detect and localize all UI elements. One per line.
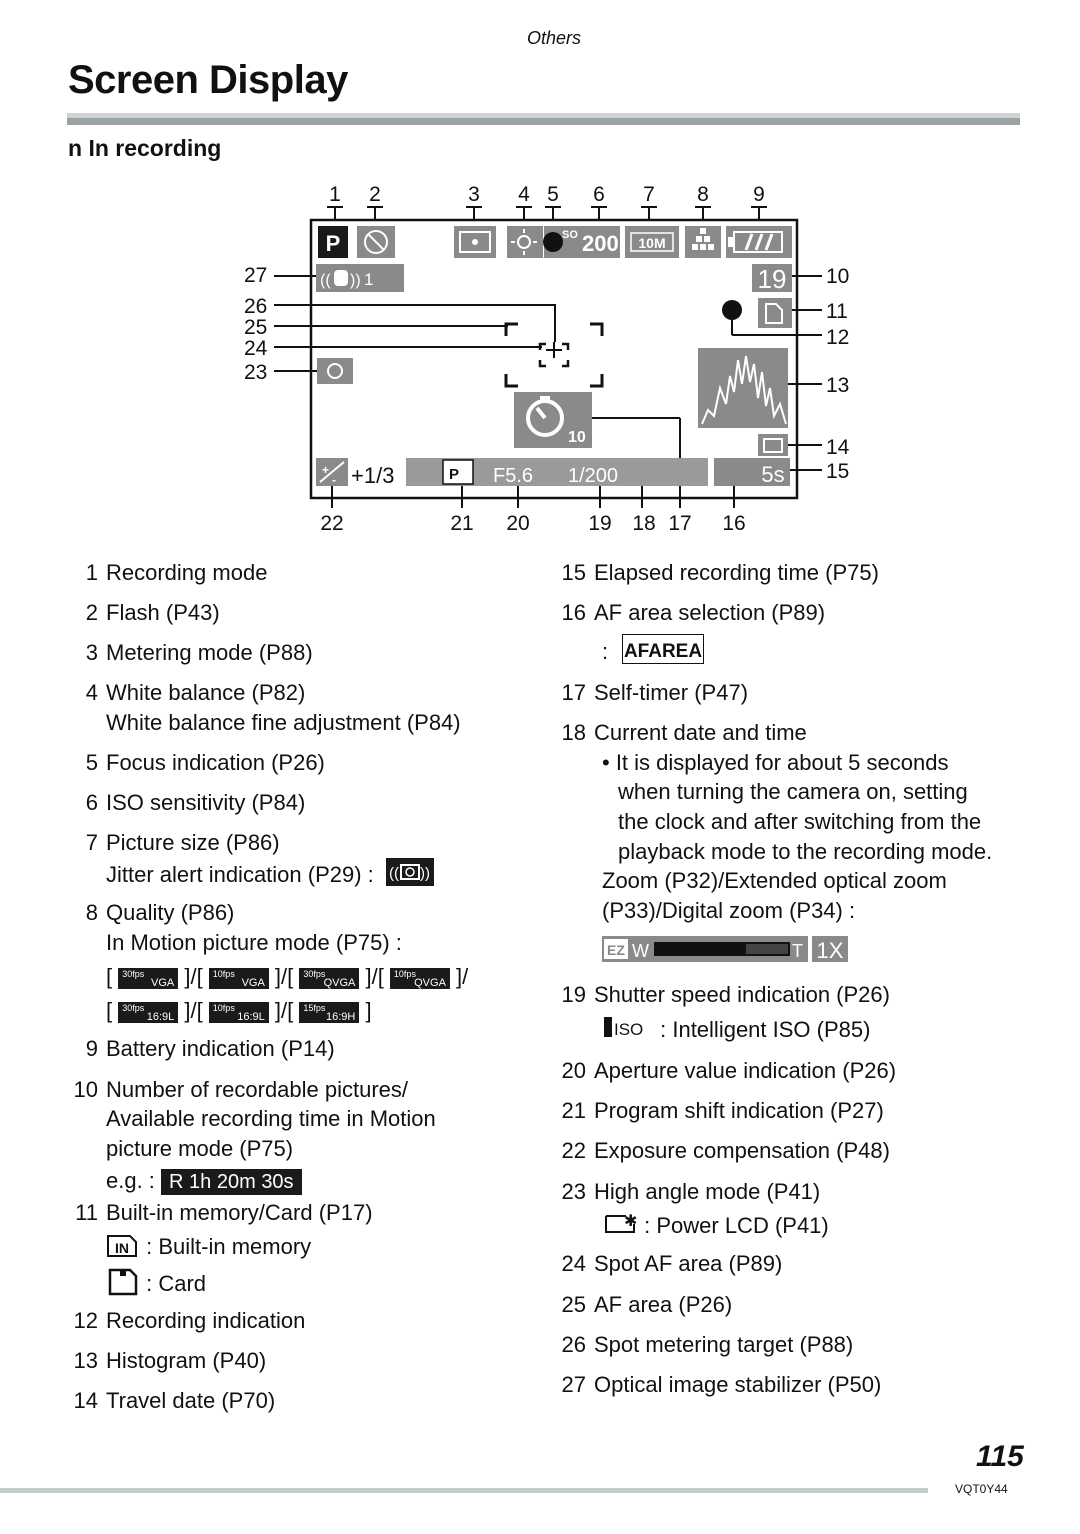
svg-text:((: (( bbox=[388, 865, 399, 882]
focus-indicator bbox=[543, 232, 563, 252]
list-item-sub: In Motion picture mode (P75) : bbox=[106, 930, 402, 955]
callout-13: 13 bbox=[826, 374, 850, 397]
exposure-comp-value: +1/3 bbox=[351, 463, 395, 488]
list-item: 13 Histogram (P40) bbox=[73, 1348, 267, 1373]
motion-quality-row-2: [ 30fps 16:9L ]/[ 10fps 16:9L ]/[ 15fps 16:9H ] bbox=[106, 998, 372, 1023]
list-item-sub: White balance fine adjustment (P84) bbox=[106, 710, 461, 735]
example-line: e.g. : R 1h 20m 30s bbox=[106, 1166, 302, 1196]
footer-rule bbox=[0, 1488, 928, 1493]
power-lcd-icon bbox=[602, 1210, 638, 1244]
callout-12: 12 bbox=[826, 326, 850, 349]
list-item: 22 Exposure compensation (P48) bbox=[561, 1138, 890, 1163]
callout-3: 3 bbox=[468, 183, 480, 206]
svg-text:-: - bbox=[332, 473, 336, 487]
motion-quality-row-1: [ 30fps VGA ]/[ 10fps VGA ]/[ 30fps QVGA ]/[ 10fps QVGA ]/ bbox=[106, 964, 469, 989]
svg-text:)): )) bbox=[350, 272, 361, 289]
svg-text:)): )) bbox=[419, 865, 430, 882]
callout-2: 2 bbox=[369, 183, 381, 206]
quality-chip: 10fps QVGA bbox=[390, 968, 450, 989]
note-line: when turning the camera on, setting bbox=[618, 779, 968, 804]
callout-8: 8 bbox=[697, 183, 709, 206]
list-item: 3 Metering mode (P88) bbox=[85, 640, 313, 665]
af-area-line: : AFAREA bbox=[602, 634, 704, 672]
shutter-value: 1/200 bbox=[568, 465, 619, 487]
callout-21: 21 bbox=[450, 512, 474, 535]
callout-10: 10 bbox=[826, 265, 850, 288]
page-title: Screen Display bbox=[68, 58, 348, 102]
section-tag: Others bbox=[526, 28, 582, 48]
svg-text:T: T bbox=[792, 941, 803, 961]
af-area-icon bbox=[622, 634, 704, 672]
callout-7: 7 bbox=[643, 183, 655, 206]
callout-4: 4 bbox=[518, 183, 530, 206]
note-line: Zoom (P32)/Extended optical zoom bbox=[602, 868, 947, 893]
list-item: 10 Number of recordable pictures/ bbox=[73, 1077, 409, 1102]
list-item-sub: picture mode (P75) bbox=[106, 1136, 294, 1161]
list-item: 23 High angle mode (P41) bbox=[561, 1179, 821, 1204]
svg-text:✱: ✱ bbox=[624, 1213, 638, 1230]
screen-diagram bbox=[240, 178, 860, 538]
callout-23: 23 bbox=[244, 361, 268, 384]
callout-1: 1 bbox=[329, 183, 341, 206]
svg-text:W: W bbox=[632, 941, 649, 961]
list-item: 18 Current date and time bbox=[561, 720, 807, 745]
quality-chip: 30fps 16:9L bbox=[118, 1002, 178, 1023]
svg-text:+: + bbox=[322, 463, 330, 477]
list-item: 15 Elapsed recording time (P75) bbox=[561, 560, 879, 585]
list-item: 7 Picture size (P86) bbox=[85, 830, 280, 855]
list-item: 8 Quality (P86) bbox=[85, 900, 235, 925]
note-line: (P33)/Digital zoom (P34) : bbox=[602, 898, 856, 923]
callout-20: 20 bbox=[506, 512, 530, 535]
zoom-bar bbox=[602, 934, 850, 974]
aperture-value: F5.6 bbox=[493, 465, 534, 487]
svg-text:AFAREA: AFAREA bbox=[624, 641, 703, 662]
svg-text:((: (( bbox=[320, 272, 331, 289]
callout-14: 14 bbox=[826, 436, 850, 459]
svg-text:ISO: ISO bbox=[614, 1020, 644, 1039]
svg-text:IN: IN bbox=[115, 1240, 129, 1256]
callout-22: 22 bbox=[320, 512, 344, 535]
picture-size-label: 10M bbox=[638, 235, 666, 251]
quality-chip: 10fps VGA bbox=[209, 968, 269, 989]
list-item: 6 ISO sensitivity (P84) bbox=[85, 790, 306, 815]
note-line: • It is displayed for about 5 seconds bbox=[602, 750, 949, 775]
mode-label: P bbox=[325, 231, 341, 256]
list-item: 14 Travel date (P70) bbox=[73, 1388, 276, 1413]
callout-19: 19 bbox=[588, 512, 612, 535]
list-item: 9 Battery indication (P14) bbox=[85, 1036, 335, 1061]
elapsed-value: 5s bbox=[761, 462, 785, 487]
callout-11: 11 bbox=[826, 300, 848, 323]
callout-18: 18 bbox=[632, 512, 656, 535]
list-item: 24 Spot AF area (P89) bbox=[561, 1251, 783, 1276]
top-callouts bbox=[329, 183, 765, 206]
svg-text:P: P bbox=[449, 466, 460, 483]
list-item: 12 Recording indication bbox=[73, 1308, 306, 1333]
callout-25: 25 bbox=[244, 316, 268, 339]
quality-chip: 30fps VGA bbox=[118, 968, 178, 989]
list-item: 25 AF area (P26) bbox=[561, 1292, 733, 1317]
callout-27: 27 bbox=[244, 264, 268, 287]
title-rule bbox=[67, 113, 1020, 125]
list-item: 1 Recording mode bbox=[85, 560, 268, 585]
list-item: 2 Flash (P43) bbox=[85, 600, 220, 625]
list-item: 26 Spot metering target (P88) bbox=[561, 1332, 854, 1357]
high-angle-icon bbox=[317, 358, 353, 384]
recording-dot bbox=[722, 300, 742, 320]
list-item: 16 AF area selection (P89) bbox=[561, 600, 826, 625]
list-item-sub: Available recording time in Motion bbox=[106, 1106, 436, 1131]
callout-17: 17 bbox=[668, 512, 692, 535]
list-item: 27 Optical image stabilizer (P50) bbox=[561, 1372, 882, 1397]
remaining-count: 19 bbox=[757, 264, 787, 294]
callout-6: 6 bbox=[593, 183, 605, 206]
power-lcd-line: ✱ : Power LCD (P41) bbox=[602, 1210, 829, 1244]
document-code: VQT0Y44 bbox=[955, 1482, 1008, 1496]
note-line: the clock and after switching from the bbox=[618, 809, 982, 834]
list-item: 5 Focus indication (P26) bbox=[85, 750, 325, 775]
quality-chip: 10fps 16:9L bbox=[209, 1002, 269, 1023]
self-timer-value: 10 bbox=[568, 429, 586, 446]
card-icon bbox=[106, 1266, 140, 1304]
callout-24: 24 bbox=[244, 337, 268, 360]
callout-5: 5 bbox=[547, 183, 559, 206]
example-value: R 1h 20m 30s bbox=[161, 1169, 302, 1195]
callout-9: 9 bbox=[753, 183, 765, 206]
subheading: n In recording bbox=[68, 135, 222, 161]
card-line: : Card bbox=[106, 1266, 206, 1304]
callout-26: 26 bbox=[244, 295, 268, 318]
svg-text:1X: 1X bbox=[816, 938, 844, 963]
note-line: playback mode to the recording mode. bbox=[618, 839, 993, 864]
list-item-sub: Jitter alert indication (P29) : (( )) bbox=[106, 858, 434, 894]
list-item: 11 Built-in memory/Card (P17) bbox=[75, 1200, 373, 1225]
iso-value: 200 bbox=[582, 231, 619, 256]
builtin-memory-line: IN : Built-in memory bbox=[106, 1230, 311, 1266]
callout-16: 16 bbox=[722, 512, 746, 535]
list-item: 20 Aperture value indication (P26) bbox=[561, 1058, 897, 1083]
builtin-memory-icon bbox=[106, 1230, 140, 1266]
intelligent-iso-icon bbox=[602, 1014, 654, 1048]
list-item: 21 Program shift indication (P27) bbox=[561, 1098, 884, 1123]
list-item: 4 White balance (P82) bbox=[85, 680, 306, 705]
intelligent-iso-line: ISO : Intelligent ISO (P85) bbox=[602, 1014, 870, 1048]
svg-text:SO: SO bbox=[562, 229, 578, 241]
quality-chip: 30fps QVGA bbox=[299, 968, 359, 989]
callout-15: 15 bbox=[826, 460, 850, 483]
list-item: 17 Self-timer (P47) bbox=[561, 680, 749, 705]
svg-text:EZ: EZ bbox=[607, 942, 625, 958]
page-number: 115 bbox=[976, 1440, 1024, 1473]
list-item: 19 Shutter speed indication (P26) bbox=[561, 982, 890, 1007]
jitter-alert-icon bbox=[386, 858, 434, 894]
stabilizer-mode: 1 bbox=[364, 270, 374, 289]
quality-chip: 15fps 16:9H bbox=[299, 1002, 359, 1023]
